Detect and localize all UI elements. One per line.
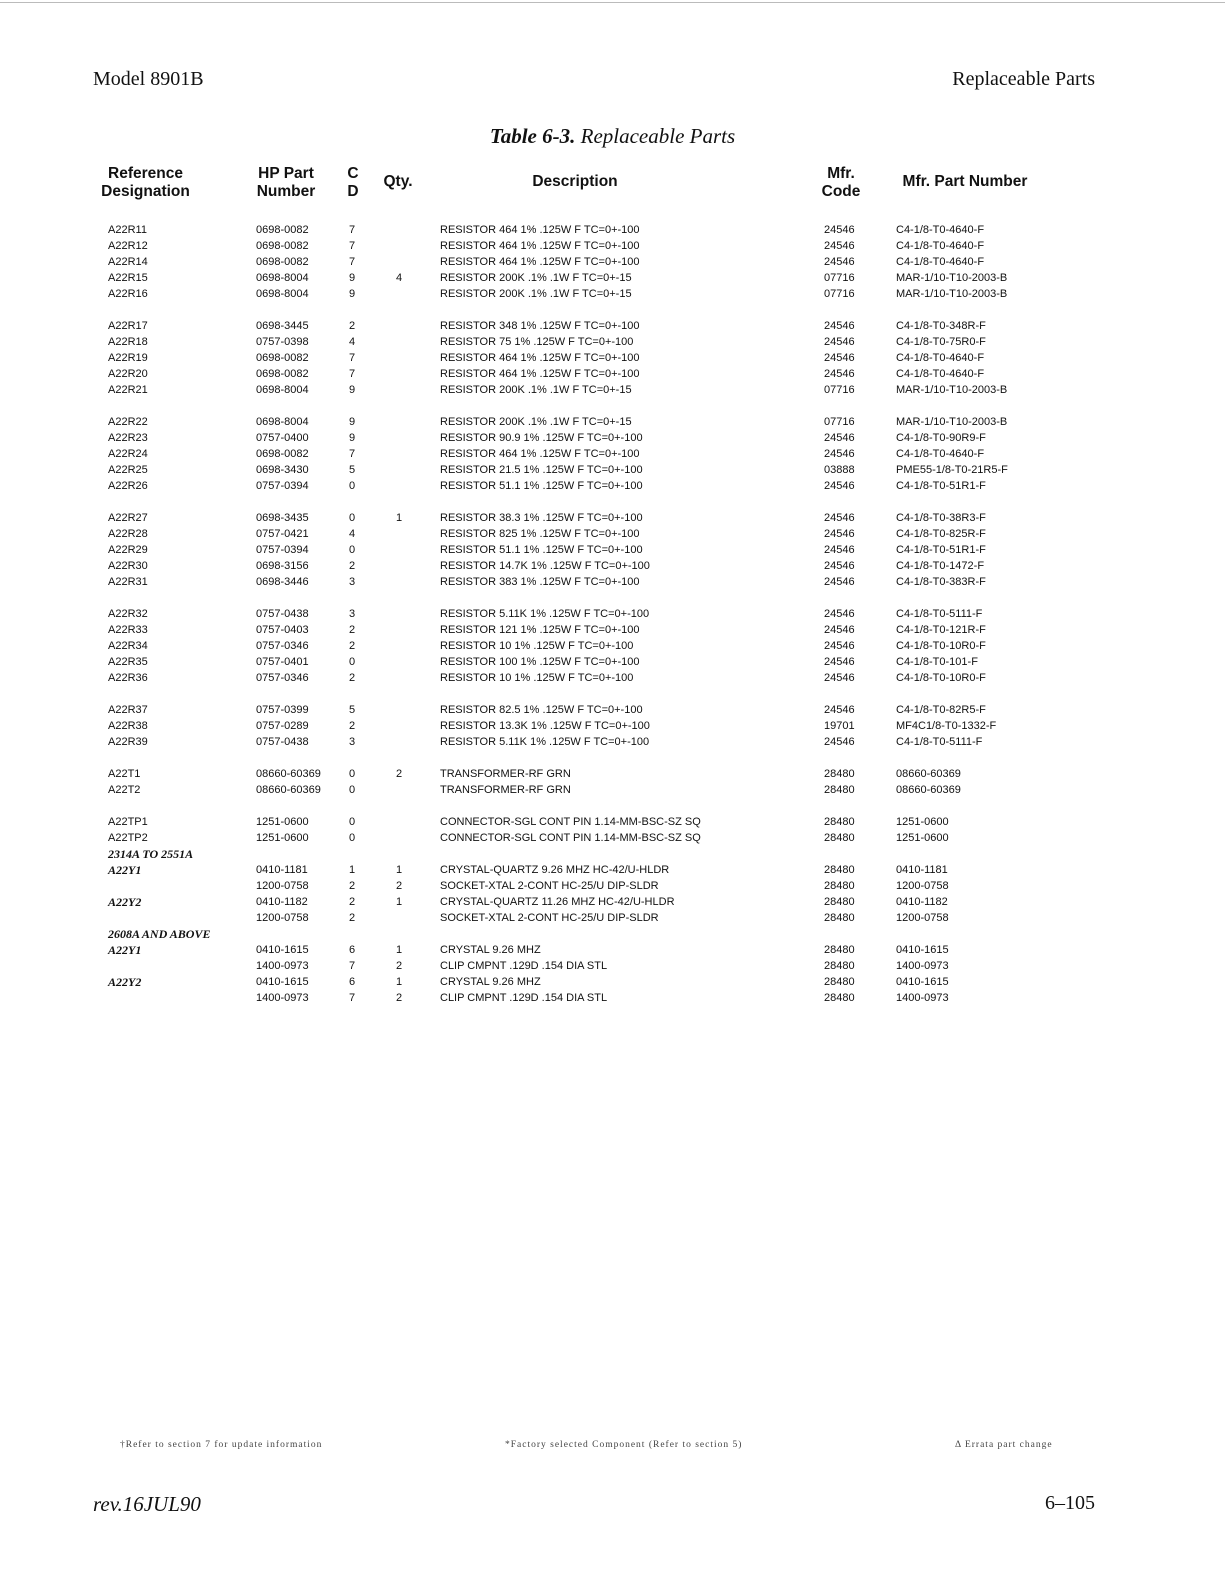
description: SOCKET-XTAL 2-CONT HC-25/U DIP-SLDR (440, 880, 659, 892)
col-hp-part-number: HP Part Number (256, 165, 316, 200)
description: RESISTOR 5.11K 1% .125W F TC=0+-100 (440, 608, 650, 620)
description: SOCKET-XTAL 2-CONT HC-25/U DIP-SLDR (440, 912, 659, 924)
description: RESISTOR 10 1% .125W F TC=0+-100 (440, 672, 634, 684)
mfr-part-number: C4-1/8-T0-90R9-F (896, 432, 986, 444)
ref-designation: A22R23 (108, 432, 148, 444)
hp-part-number: 0698-0082 (256, 448, 309, 460)
qty-value: 2 (396, 992, 403, 1004)
mfr-part-number: 1200-0758 (896, 912, 949, 924)
hp-part-number: 1251-0600 (256, 816, 309, 828)
cd-value: 0 (349, 656, 356, 668)
mfr-part-number: C4-1/8-T0-4640-F (896, 448, 985, 460)
hp-part-number: 0410-1615 (256, 976, 309, 988)
mfr-part-number: C4-1/8-T0-10R0-F (896, 640, 986, 652)
cd-value: 2 (349, 672, 356, 684)
ref-designation: A22R37 (108, 704, 148, 716)
mfr-code: 28480 (824, 880, 855, 892)
mfr-code: 28480 (824, 992, 855, 1004)
table-title-text: Replaceable Parts (575, 124, 736, 148)
col-mfr-code: Mfr. Code (821, 165, 861, 200)
hp-part-number: 0757-0438 (256, 608, 309, 620)
hp-part-number: 0698-3430 (256, 464, 309, 476)
mfr-code: 24546 (824, 336, 855, 348)
mfr-code: 19701 (824, 720, 855, 732)
cd-value: 4 (349, 528, 356, 540)
cd-value: 4 (349, 336, 356, 348)
page-number: 6–105 (1045, 1492, 1095, 1514)
mfr-code: 28480 (824, 768, 855, 780)
mfr-code: 24546 (824, 352, 855, 364)
cd-value: 7 (349, 240, 356, 252)
hp-part-number: 08660-60369 (256, 784, 321, 796)
footnote-factory-selected: *Factory selected Component (Refer to section 5) (505, 1440, 743, 1450)
mfr-part-number: 0410-1615 (896, 944, 949, 956)
cd-value: 2 (349, 640, 356, 652)
qty-value: 2 (396, 880, 403, 892)
description: RESISTOR 38.3 1% .125W F TC=0+-100 (440, 512, 643, 524)
mfr-part-number: C4-1/8-T0-38R3-F (896, 512, 986, 524)
description: RESISTOR 200K .1% .1W F TC=0+-15 (440, 416, 632, 428)
mfr-code: 28480 (824, 784, 855, 796)
hp-part-number: 0757-0394 (256, 544, 309, 556)
revision-date: rev.16JUL90 (93, 1492, 201, 1516)
mfr-code: 28480 (824, 960, 855, 972)
mfr-part-number: 1200-0758 (896, 880, 949, 892)
col-qty: Qty. (383, 173, 413, 190)
mfr-code: 24546 (824, 608, 855, 620)
col-cd: C D (347, 165, 359, 200)
hp-part-number: 0410-1615 (256, 944, 309, 956)
hp-part-number: 0698-3445 (256, 320, 309, 332)
model-header: Model 8901B (93, 68, 204, 90)
ref-designation: A22R20 (108, 368, 148, 380)
cd-value: 7 (349, 448, 356, 460)
hp-part-number: 0757-0346 (256, 672, 309, 684)
mfr-code: 24546 (824, 368, 855, 380)
mfr-code: 28480 (824, 816, 855, 828)
serial-range-heading: 2608A AND ABOVE (108, 927, 211, 941)
hp-part-number: 0698-8004 (256, 272, 309, 284)
hp-part-number: 0410-1181 (256, 864, 308, 876)
mfr-code: 24546 (824, 736, 855, 748)
hp-part-number: 1400-0973 (256, 960, 309, 972)
mfr-code: 24546 (824, 640, 855, 652)
serial-range-heading: 2314A TO 2551A (108, 847, 194, 861)
mfr-part-number: 08660-60369 (896, 784, 961, 796)
hp-part-number: 0757-0394 (256, 480, 309, 492)
ref-designation: A22R11 (108, 224, 147, 236)
hp-part-number: 0757-0289 (256, 720, 309, 732)
mfr-part-number: C4-1/8-T0-51R1-F (896, 480, 986, 492)
ref-designation: A22Y2 (108, 895, 142, 909)
cd-value: 7 (349, 224, 356, 236)
hp-part-number: 1251-0600 (256, 832, 309, 844)
cd-value: 9 (349, 288, 356, 300)
description: RESISTOR 51.1 1% .125W F TC=0+-100 (440, 480, 643, 492)
mfr-part-number: 1400-0973 (896, 960, 949, 972)
mfr-part-number: C4-1/8-T0-348R-F (896, 320, 986, 332)
description: CONNECTOR-SGL CONT PIN 1.14-MM-BSC-SZ SQ (440, 832, 701, 844)
mfr-code: 24546 (824, 240, 855, 252)
mfr-part-number: C4-1/8-T0-4640-F (896, 368, 985, 380)
description: RESISTOR 121 1% .125W F TC=0+-100 (440, 624, 640, 636)
cd-value: 2 (349, 896, 356, 908)
hp-part-number: 1200-0758 (256, 912, 309, 924)
description: RESISTOR 75 1% .125W F TC=0+-100 (440, 336, 634, 348)
cd-value: 9 (349, 272, 356, 284)
mfr-part-number: MAR-1/10-T10-2003-B (896, 416, 1008, 428)
mfr-code: 28480 (824, 832, 855, 844)
cd-value: 5 (349, 704, 356, 716)
mfr-part-number: 1400-0973 (896, 992, 949, 1004)
mfr-part-number: MAR-1/10-T10-2003-B (896, 384, 1008, 396)
cd-value: 2 (349, 320, 356, 332)
description: TRANSFORMER-RF GRN (440, 768, 571, 780)
hp-part-number: 1200-0758 (256, 880, 309, 892)
mfr-part-number: 0410-1181 (896, 864, 948, 876)
mfr-part-number: C4-1/8-T0-383R-F (896, 576, 986, 588)
mfr-code: 03888 (824, 464, 855, 476)
description: RESISTOR 464 1% .125W F TC=0+-100 (440, 256, 640, 268)
description: RESISTOR 200K .1% .1W F TC=0+-15 (440, 288, 632, 300)
mfr-code: 07716 (824, 384, 855, 396)
description: CLIP CMPNT .129D .154 DIA STL (440, 992, 608, 1004)
mfr-code: 28480 (824, 976, 855, 988)
hp-part-number: 0410-1182 (256, 896, 308, 908)
cd-value: 6 (349, 976, 356, 988)
cd-value: 3 (349, 736, 356, 748)
ref-designation: A22R24 (108, 448, 148, 460)
mfr-code: 24546 (824, 544, 855, 556)
cd-value: 6 (349, 944, 356, 956)
hp-part-number: 0757-0398 (256, 336, 309, 348)
mfr-code: 07716 (824, 272, 855, 284)
mfr-code: 28480 (824, 912, 855, 924)
ref-designation: A22R17 (108, 320, 148, 332)
cd-value: 7 (349, 368, 356, 380)
mfr-code: 28480 (824, 944, 855, 956)
description: TRANSFORMER-RF GRN (440, 784, 571, 796)
hp-part-number: 0757-0400 (256, 432, 309, 444)
ref-designation: A22R29 (108, 544, 148, 556)
description: RESISTOR 100 1% .125W F TC=0+-100 (440, 656, 640, 668)
mfr-code: 24546 (824, 624, 855, 636)
cd-value: 7 (349, 960, 356, 972)
mfr-code: 24546 (824, 320, 855, 332)
footnote-errata: Δ Errata part change (955, 1440, 1053, 1450)
qty-value: 1 (396, 864, 403, 876)
hp-part-number: 0698-0082 (256, 352, 309, 364)
cd-value: 9 (349, 384, 356, 396)
ref-designation: A22R12 (108, 240, 148, 252)
hp-part-number: 0698-0082 (256, 240, 309, 252)
mfr-code: 24546 (824, 224, 855, 236)
ref-designation: A22R35 (108, 656, 148, 668)
qty-value: 1 (396, 944, 403, 956)
description: RESISTOR 464 1% .125W F TC=0+-100 (440, 368, 640, 380)
ref-designation: A22R30 (108, 560, 148, 572)
hp-part-number: 0698-8004 (256, 288, 309, 300)
description: CRYSTAL-QUARTZ 9.26 MHZ HC-42/U-HLDR (440, 864, 670, 876)
mfr-part-number: C4-1/8-T0-4640-F (896, 352, 985, 364)
ref-designation: A22R21 (108, 384, 148, 396)
hp-part-number: 0757-0403 (256, 624, 309, 636)
hp-part-number: 0757-0421 (256, 528, 309, 540)
mfr-part-number: PME55-1/8-T0-21R5-F (896, 464, 1008, 476)
cd-value: 7 (349, 992, 356, 1004)
cd-value: 0 (349, 480, 356, 492)
ref-designation: A22R25 (108, 464, 148, 476)
hp-part-number: 0698-0082 (256, 256, 309, 268)
description: RESISTOR 464 1% .125W F TC=0+-100 (440, 240, 640, 252)
ref-designation: A22TP1 (108, 816, 148, 828)
qty-value: 1 (396, 976, 403, 988)
mfr-code: 24546 (824, 704, 855, 716)
hp-part-number: 0757-0438 (256, 736, 309, 748)
mfr-part-number: MF4C1/8-T0-1332-F (896, 720, 997, 732)
cd-value: 9 (349, 416, 356, 428)
mfr-code: 07716 (824, 416, 855, 428)
cd-value: 2 (349, 560, 356, 572)
table-number: Table 6-3. (489, 124, 576, 148)
description: RESISTOR 825 1% .125W F TC=0+-100 (440, 528, 640, 540)
mfr-code: 28480 (824, 896, 855, 908)
mfr-part-number: MAR-1/10-T10-2003-B (896, 288, 1008, 300)
hp-part-number: 0698-3156 (256, 560, 309, 572)
mfr-part-number: MAR-1/10-T10-2003-B (896, 272, 1008, 284)
ref-designation: A22Y1 (108, 943, 142, 957)
cd-value: 0 (349, 512, 356, 524)
mfr-part-number: 0410-1182 (896, 896, 948, 908)
mfr-part-number: C4-1/8-T0-10R0-F (896, 672, 986, 684)
mfr-code: 24546 (824, 448, 855, 460)
ref-designation: A22R14 (108, 256, 148, 268)
cd-value: 7 (349, 256, 356, 268)
col-mfr-part-number: Mfr. Part Number (902, 173, 1028, 190)
ref-designation: A22R18 (108, 336, 148, 348)
cd-value: 2 (349, 880, 356, 892)
hp-part-number: 0698-3446 (256, 576, 309, 588)
description: CLIP CMPNT .129D .154 DIA STL (440, 960, 608, 972)
ref-designation: A22T2 (108, 784, 141, 796)
mfr-part-number: C4-1/8-T0-75R0-F (896, 336, 986, 348)
mfr-code: 24546 (824, 480, 855, 492)
hp-part-number: 0698-8004 (256, 384, 309, 396)
mfr-code: 24546 (824, 656, 855, 668)
mfr-code: 24546 (824, 528, 855, 540)
description: RESISTOR 464 1% .125W F TC=0+-100 (440, 448, 640, 460)
ref-designation: A22R36 (108, 672, 148, 684)
description: RESISTOR 13.3K 1% .125W F TC=0+-100 (440, 720, 650, 732)
ref-designation: A22Y2 (108, 975, 142, 989)
ref-designation: A22R27 (108, 512, 148, 524)
cd-value: 3 (349, 608, 356, 620)
mfr-part-number: C4-1/8-T0-82R5-F (896, 704, 986, 716)
description: RESISTOR 14.7K 1% .125W F TC=0+-100 (440, 560, 650, 572)
ref-designation: A22R28 (108, 528, 148, 540)
qty-value: 1 (396, 896, 403, 908)
mfr-code: 24546 (824, 256, 855, 268)
cd-value: 0 (349, 816, 356, 828)
section-header: Replaceable Parts (952, 68, 1095, 90)
mfr-part-number: C4-1/8-T0-5111-F (896, 608, 983, 620)
qty-value: 4 (396, 272, 403, 284)
hp-part-number: 0698-0082 (256, 224, 309, 236)
description: RESISTOR 5.11K 1% .125W F TC=0+-100 (440, 736, 650, 748)
mfr-part-number: C4-1/8-T0-4640-F (896, 224, 985, 236)
mfr-part-number: 0410-1615 (896, 976, 949, 988)
mfr-part-number: C4-1/8-T0-4640-F (896, 256, 985, 268)
mfr-part-number: 1251-0600 (896, 832, 949, 844)
description: CRYSTAL 9.26 MHZ (440, 944, 541, 956)
description: RESISTOR 90.9 1% .125W F TC=0+-100 (440, 432, 643, 444)
description: RESISTOR 10 1% .125W F TC=0+-100 (440, 640, 634, 652)
ref-designation: A22R26 (108, 480, 148, 492)
description: RESISTOR 200K .1% .1W F TC=0+-15 (440, 384, 632, 396)
hp-part-number: 0757-0399 (256, 704, 309, 716)
mfr-part-number: C4-1/8-T0-121R-F (896, 624, 986, 636)
ref-designation: A22R32 (108, 608, 148, 620)
description: RESISTOR 464 1% .125W F TC=0+-100 (440, 352, 640, 364)
cd-value: 0 (349, 832, 356, 844)
footnote-update-info: †Refer to section 7 for update information (120, 1440, 323, 1450)
cd-value: 1 (349, 864, 356, 876)
description: CRYSTAL 9.26 MHZ (440, 976, 541, 988)
ref-designation: A22R38 (108, 720, 148, 732)
hp-part-number: 0698-8004 (256, 416, 309, 428)
mfr-code: 07716 (824, 288, 855, 300)
cd-value: 3 (349, 576, 356, 588)
cd-value: 0 (349, 544, 356, 556)
mfr-part-number: C4-1/8-T0-51R1-F (896, 544, 986, 556)
description: RESISTOR 464 1% .125W F TC=0+-100 (440, 224, 640, 236)
mfr-code: 24546 (824, 432, 855, 444)
ref-designation: A22R15 (108, 272, 148, 284)
mfr-part-number: C4-1/8-T0-4640-F (896, 240, 985, 252)
mfr-part-number: C4-1/8-T0-1472-F (896, 560, 985, 572)
mfr-part-number: C4-1/8-T0-5111-F (896, 736, 983, 748)
description: RESISTOR 82.5 1% .125W F TC=0+-100 (440, 704, 643, 716)
mfr-code: 28480 (824, 864, 855, 876)
hp-part-number: 0698-3435 (256, 512, 309, 524)
hp-part-number: 0698-0082 (256, 368, 309, 380)
mfr-code: 24546 (824, 560, 855, 572)
ref-designation: A22R34 (108, 640, 148, 652)
ref-designation: A22R19 (108, 352, 148, 364)
cd-value: 0 (349, 784, 356, 796)
hp-part-number: 0757-0401 (256, 656, 309, 668)
ref-designation: A22T1 (108, 768, 141, 780)
cd-value: 7 (349, 352, 356, 364)
qty-value: 1 (396, 512, 403, 524)
description: CRYSTAL-QUARTZ 11.26 MHZ HC-42/U-HLDR (440, 896, 675, 908)
cd-value: 2 (349, 720, 356, 732)
description: RESISTOR 348 1% .125W F TC=0+-100 (440, 320, 640, 332)
cd-value: 9 (349, 432, 356, 444)
cd-value: 2 (349, 912, 356, 924)
hp-part-number: 1400-0973 (256, 992, 309, 1004)
ref-designation: A22Y1 (108, 863, 142, 877)
mfr-part-number: 08660-60369 (896, 768, 961, 780)
mfr-part-number: 1251-0600 (896, 816, 949, 828)
qty-value: 2 (396, 960, 403, 972)
mfr-code: 24546 (824, 672, 855, 684)
ref-designation: A22R31 (108, 576, 148, 588)
ref-designation: A22R22 (108, 416, 148, 428)
description: RESISTOR 383 1% .125W F TC=0+-100 (440, 576, 640, 588)
hp-part-number: 08660-60369 (256, 768, 321, 780)
description: RESISTOR 51.1 1% .125W F TC=0+-100 (440, 544, 643, 556)
cd-value: 2 (349, 624, 356, 636)
hp-part-number: 0757-0346 (256, 640, 309, 652)
col-reference-designation: Reference Designation (101, 165, 190, 200)
description: RESISTOR 21.5 1% .125W F TC=0+-100 (440, 464, 643, 476)
col-description: Description (532, 173, 618, 190)
description: CONNECTOR-SGL CONT PIN 1.14-MM-BSC-SZ SQ (440, 816, 701, 828)
cd-value: 0 (349, 768, 356, 780)
description: RESISTOR 200K .1% .1W F TC=0+-15 (440, 272, 632, 284)
ref-designation: A22R16 (108, 288, 148, 300)
ref-designation: A22TP2 (108, 832, 148, 844)
mfr-code: 24546 (824, 576, 855, 588)
ref-designation: A22R33 (108, 624, 148, 636)
cd-value: 5 (349, 464, 356, 476)
mfr-part-number: C4-1/8-T0-101-F (896, 656, 978, 668)
mfr-part-number: C4-1/8-T0-825R-F (896, 528, 986, 540)
qty-value: 2 (396, 768, 403, 780)
mfr-code: 24546 (824, 512, 855, 524)
ref-designation: A22R39 (108, 736, 148, 748)
